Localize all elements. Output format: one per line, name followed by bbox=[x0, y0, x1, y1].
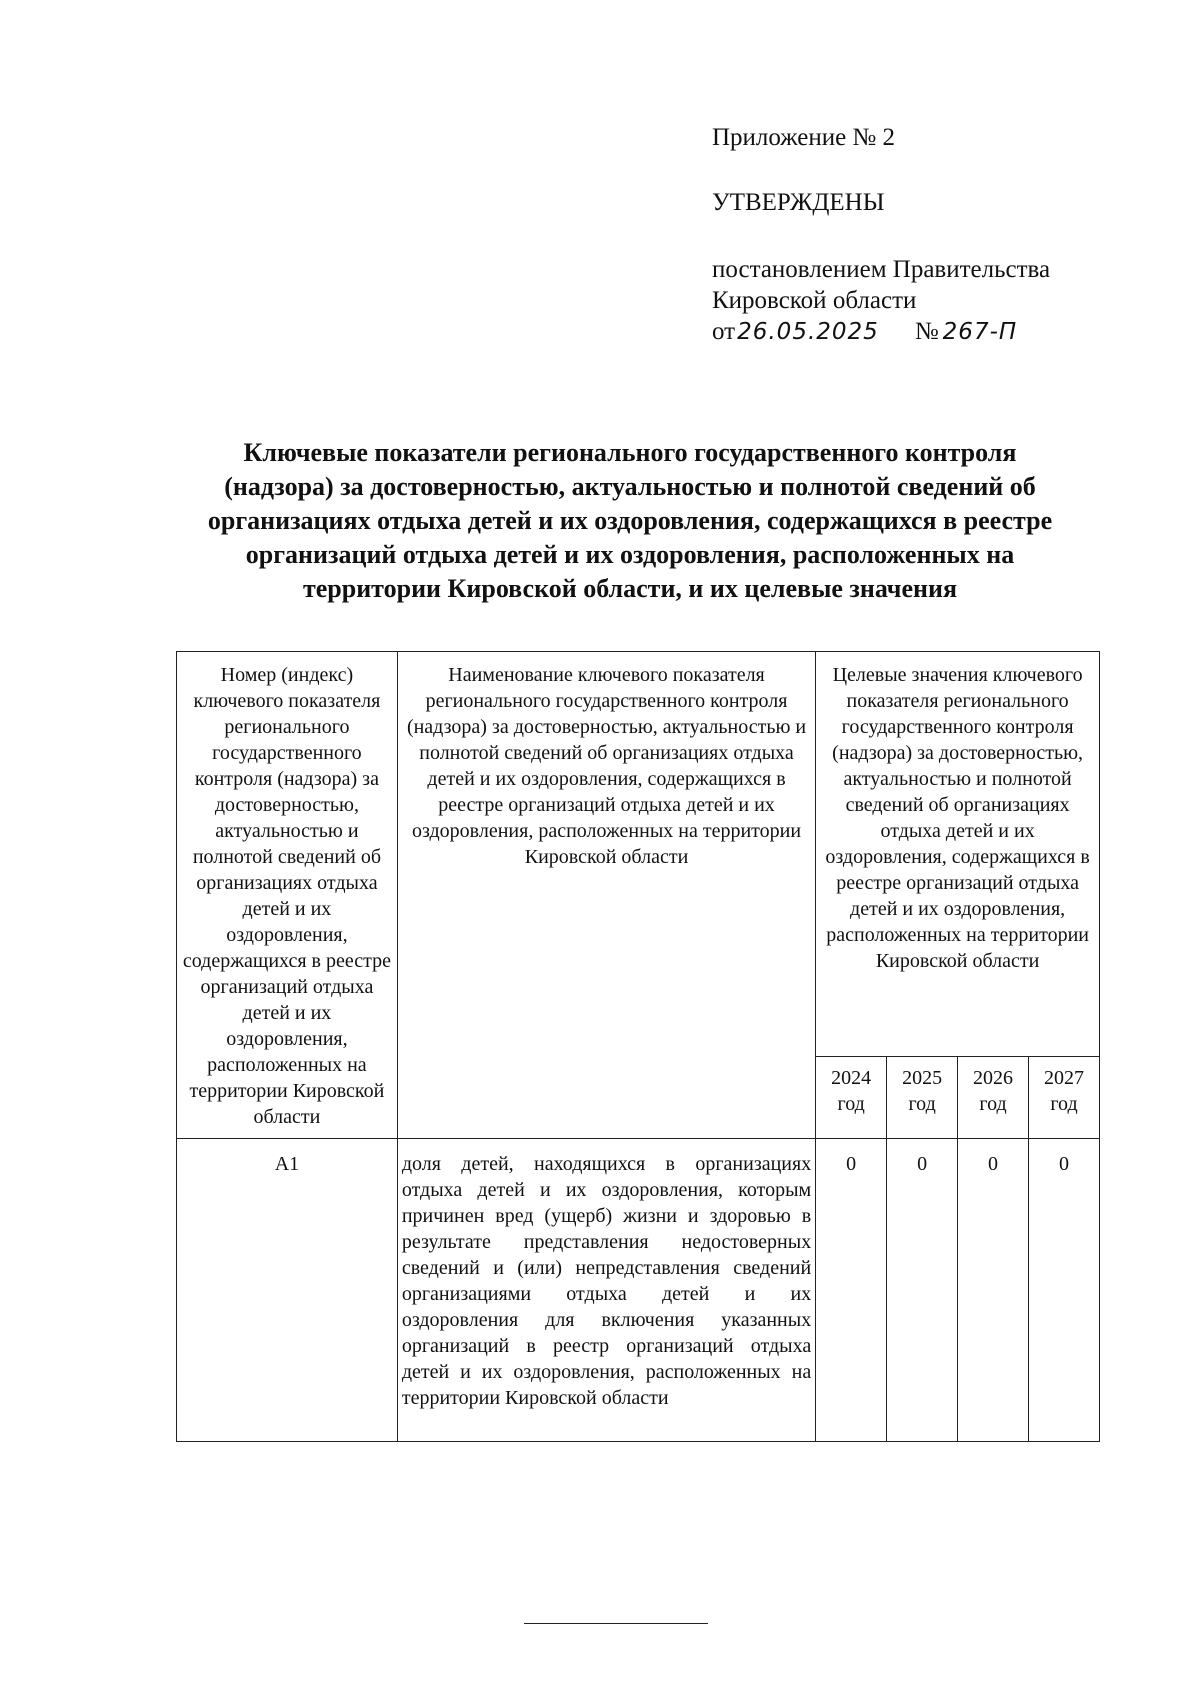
title-line: Ключевые показатели регионального государственного контроля bbox=[243, 438, 1017, 467]
approval-block bbox=[712, 122, 1112, 348]
indicators-table bbox=[176, 651, 1100, 1442]
approved-label: УТВЕРЖДЕНЫ bbox=[712, 189, 885, 216]
row-value-2024: 0 bbox=[816, 1139, 887, 1442]
header-index: Номер (индекс) ключевого показателя регионального государственного контроля (надзора) за достоверностью, актуальностью и полнотой сведений об организациях отдыха детей и их оздоровления, содержащихся в реестре организаций отдыха детей и их оздоровления, расположенных на территории Кировской области bbox=[177, 652, 398, 1139]
title-line: (надзора) за достоверностью, актуальностью и полнотой сведений об bbox=[224, 472, 1036, 501]
row-index: А1 bbox=[177, 1139, 398, 1442]
footer-divider bbox=[524, 1623, 708, 1624]
year-unit: год bbox=[1050, 1092, 1078, 1115]
document-title bbox=[170, 436, 1090, 606]
header-name: Наименование ключевого показателя регионального государственного контроля (надзора) за достоверностью, актуальностью и полнотой сведений об организациях отдыха детей и их оздоровления, содержащихся в реестре организаций отдыха детей и их оздоровления, расположенных на территории Кировской области bbox=[397, 652, 815, 1139]
row-description: доля детей, находящихся в организациях отдыха детей и их оздоровления, которым причинен вред (ущерб) жизни и здоровью в результате представления недостоверных сведений и (или) непредставления сведений организациями отдыха детей и их оздоровления для включения указанных организаций в реестр организаций отдыха детей и их оздоровления, расположенных на территории Кировской области bbox=[397, 1139, 815, 1442]
year-number: 2026 bbox=[973, 1066, 1014, 1089]
title-line: организаций отдыха детей и их оздоровления, расположенных на bbox=[245, 540, 1015, 569]
year-unit: год bbox=[908, 1092, 936, 1115]
header-year-2025 bbox=[887, 1056, 958, 1138]
year-number: 2025 bbox=[902, 1066, 943, 1089]
row-value-2025: 0 bbox=[887, 1139, 958, 1442]
date-number-line bbox=[712, 316, 1112, 348]
header-target-values: Целевые значения ключевого показателя регионального государственного контроля (надзора) за достоверностью, актуальностью и полнотой сведений об организациях отдыха детей и их оздоровления, содержащихся в реестре организаций отдыха детей и их оздоровления, расположенных на территории Кировской области bbox=[816, 652, 1100, 1057]
resolution-line-1: постановлением Правительства bbox=[712, 256, 1051, 283]
number-prefix: № bbox=[914, 318, 939, 345]
row-value-2027: 0 bbox=[1029, 1139, 1100, 1442]
year-number: 2024 bbox=[831, 1066, 872, 1089]
table-row bbox=[177, 1139, 1100, 1442]
year-unit: год bbox=[979, 1092, 1007, 1115]
title-line: территории Кировской области, и их целевые значения bbox=[302, 574, 958, 603]
date-prefix: от bbox=[712, 318, 736, 345]
year-number: 2027 bbox=[1044, 1066, 1084, 1089]
header-year-2026 bbox=[958, 1056, 1029, 1138]
header-row bbox=[177, 652, 1100, 1057]
handwritten-number: 267-П bbox=[942, 319, 1018, 345]
row-value-2026: 0 bbox=[958, 1139, 1029, 1442]
header-year-2027 bbox=[1029, 1056, 1100, 1138]
resolution-line-2: Кировской области bbox=[712, 287, 917, 314]
handwritten-date: 26.05.2025 bbox=[737, 319, 879, 345]
header-year-2024 bbox=[816, 1056, 887, 1138]
year-unit: год bbox=[837, 1092, 865, 1115]
appendix-label: Приложение № 2 bbox=[712, 124, 896, 151]
title-line: организациях отдыха детей и их оздоровления, содержащихся в реестре bbox=[207, 506, 1053, 535]
